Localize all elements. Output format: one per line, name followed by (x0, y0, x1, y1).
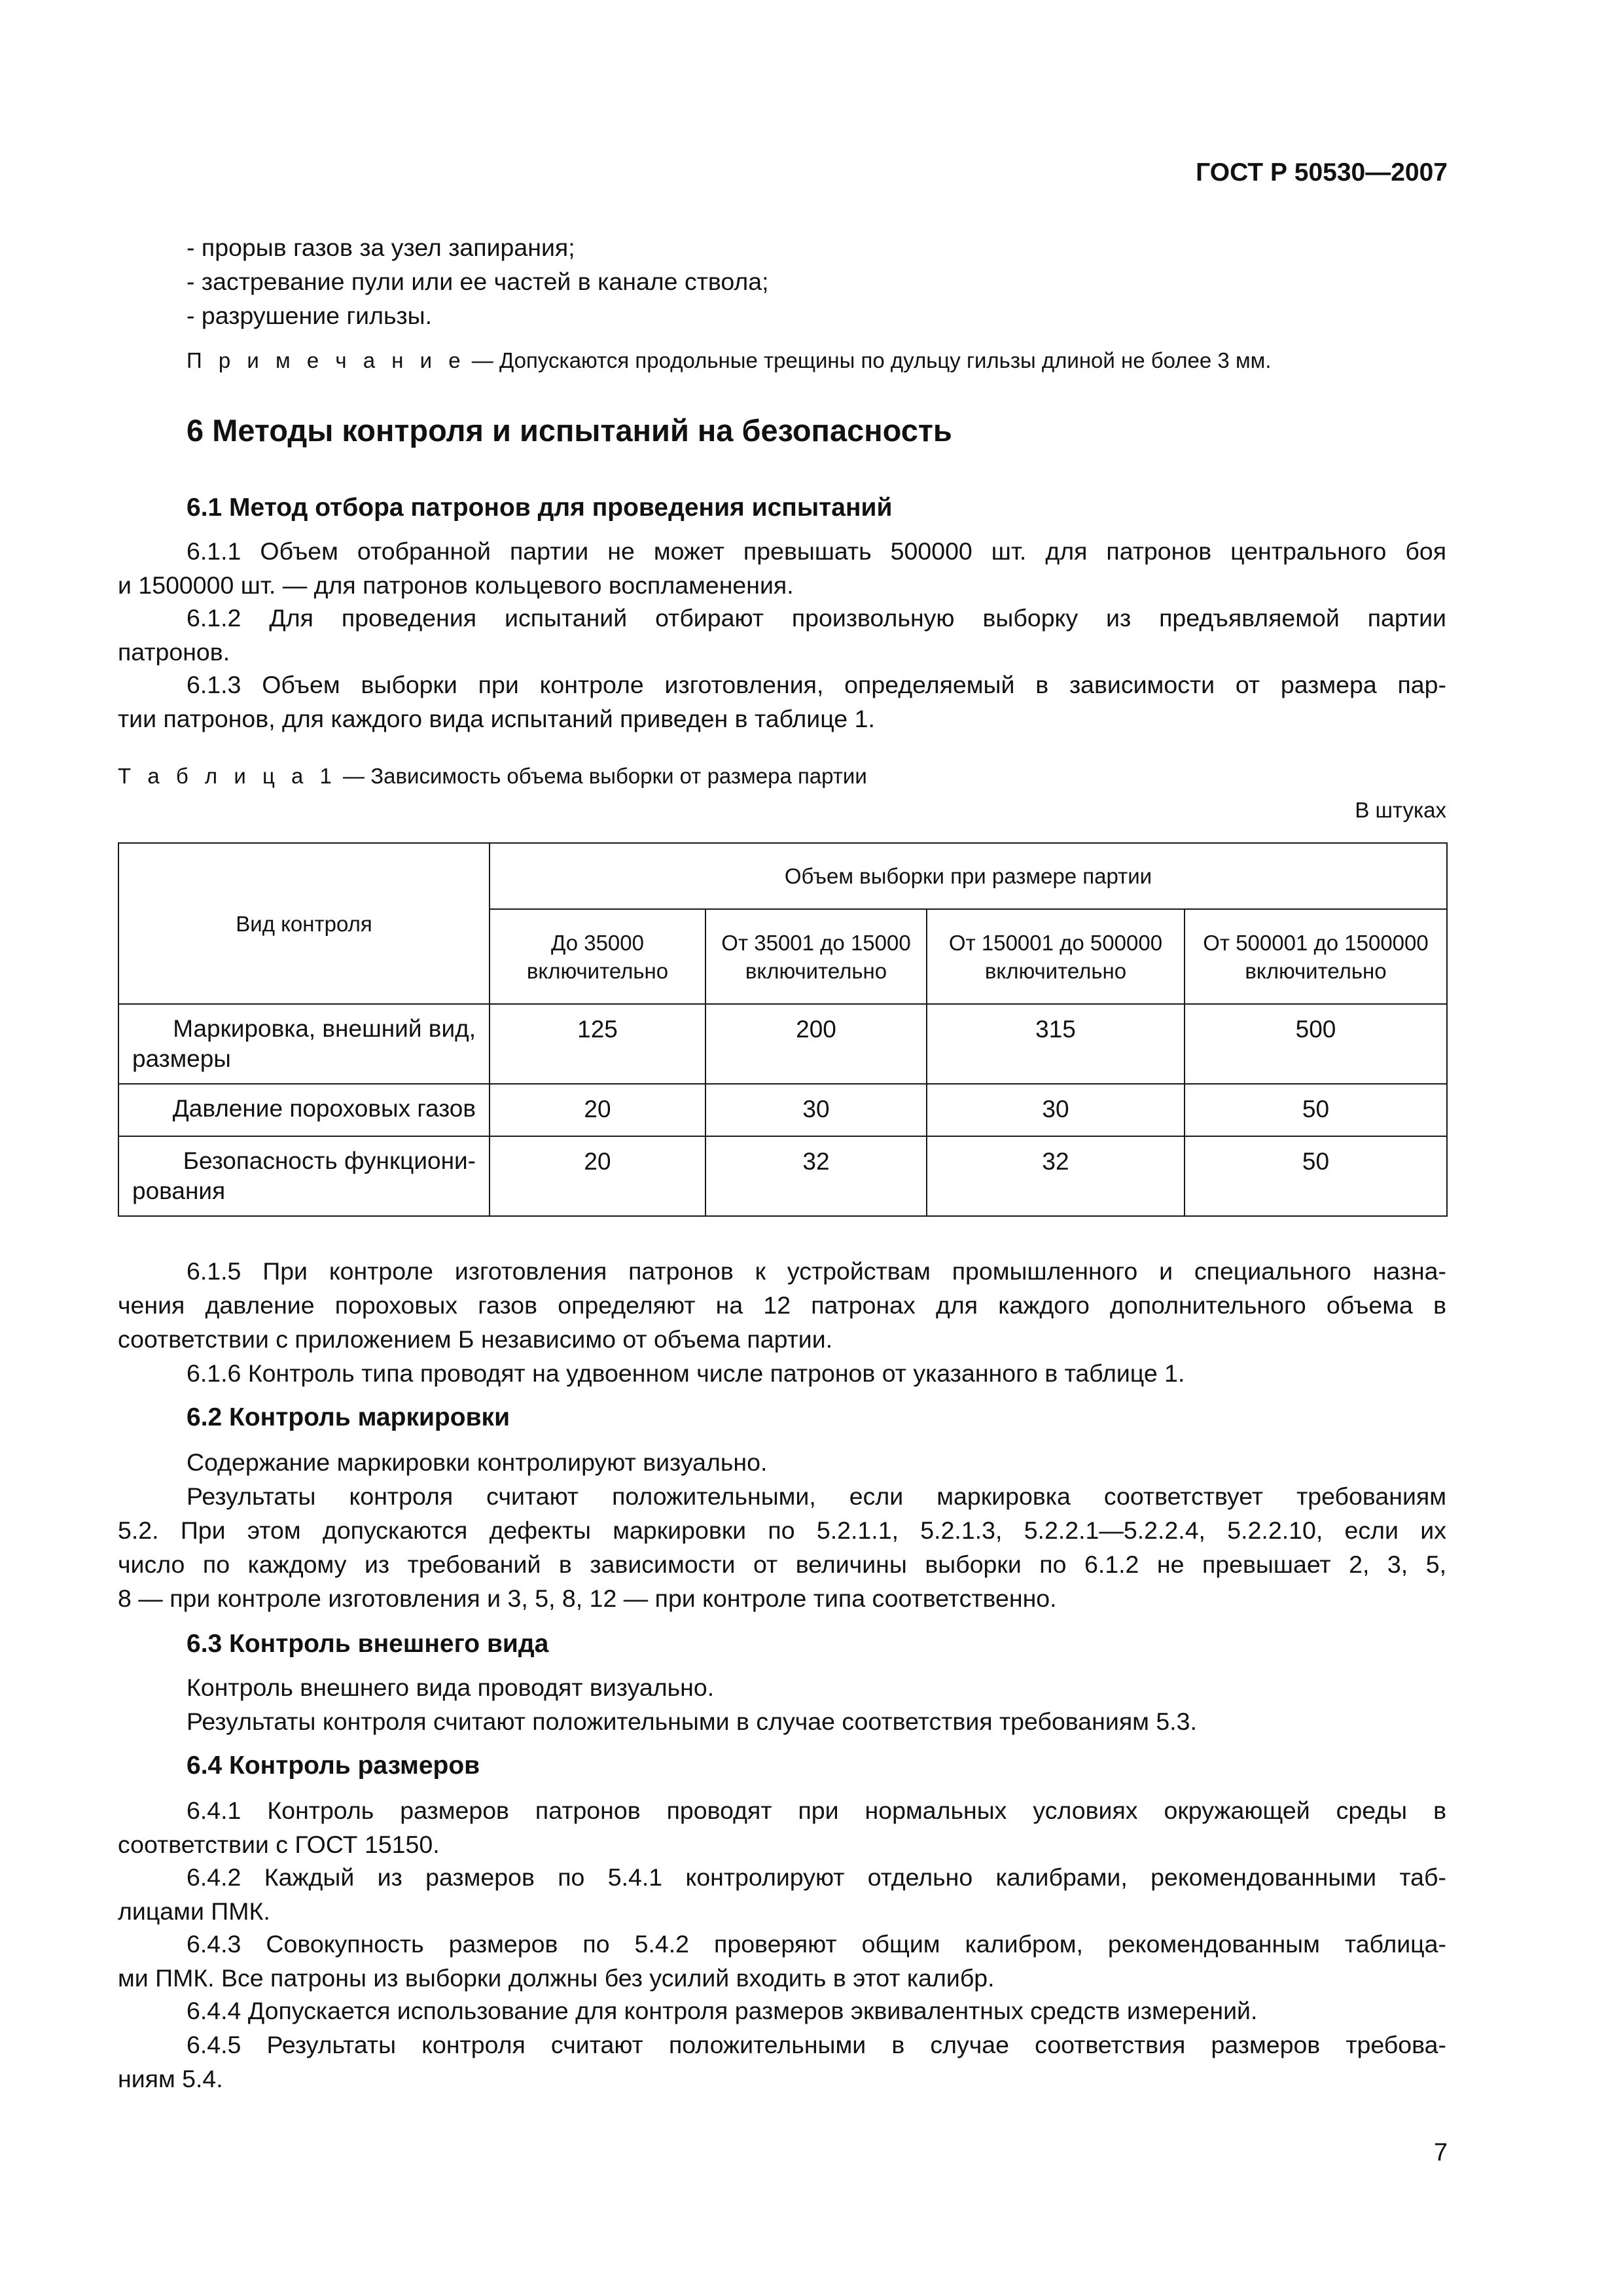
table-cell: 20 (490, 1136, 705, 1216)
table-units: В штуках (1355, 798, 1446, 822)
table-column-header: До 35000 включительно (490, 909, 705, 1004)
page-number: 7 (1433, 2139, 1448, 2166)
table-cell: 125 (490, 1004, 705, 1084)
paragraph-6-4-5-cont: ниям 5.4. (118, 2065, 223, 2092)
note (187, 344, 1446, 378)
section-6-1-title: 6.1 Метод отбора патронов для проведения испытаний (187, 493, 893, 522)
paragraph-6-1-5-cont: соответствии с приложением Б независимо от объема партии. (118, 1325, 833, 1353)
table-cell: 50 (1185, 1136, 1447, 1216)
table-caption-label: Т а б л и ц а 1 (118, 764, 337, 788)
table-header-control-type: Вид контроля (118, 843, 490, 1004)
table-column-header: От 150001 до 500000 включительно (927, 909, 1185, 1004)
document-header: ГОСТ Р 50530—2007 (1196, 158, 1448, 187)
table-cell: 200 (705, 1004, 927, 1084)
table-row-label: Безопасность функциони- рования (118, 1136, 490, 1216)
section-6-title: 6 Методы контроля и испытаний на безопасность (187, 413, 952, 448)
paragraph-6-4-4: 6.4.4 Допускается использование для контроля размеров эквивалентных средств измерений. (187, 1997, 1258, 2024)
table-caption (118, 759, 1446, 793)
paragraph-6-4-5: 6.4.5 Результаты контроля считают положительными в случае соответствия размеров требова- (187, 2031, 1446, 2058)
paragraph-6-4-1-cont: соответствии с ГОСТ 15150. (118, 1831, 440, 1858)
section-6-2-title: 6.2 Контроль маркировки (187, 1403, 510, 1431)
table-cell: 32 (927, 1136, 1185, 1216)
table-group-header: Объем выборки при размере партии (490, 843, 1447, 909)
bullet-item: - разрушение гильзы. (187, 302, 433, 329)
table-row (118, 1004, 1447, 1084)
table-cell: 30 (705, 1084, 927, 1136)
paragraph-6-2-b-cont: 5.2. При этом допускаются дефекты маркировки по 5.2.1.1, 5.2.1.3, 5.2.2.1—5.2.2.4, 5.2.2.10, если их (118, 1516, 1446, 1544)
paragraph-6-2-a: Содержание маркировки контролируют визуально. (187, 1448, 768, 1476)
paragraph-6-4-3: 6.4.3 Совокупность размеров по 5.4.2 проверяют общим калибром, рекомендованным таблица- (187, 1930, 1446, 1958)
paragraph-6-4-2-cont: лицами ПМК. (118, 1897, 270, 1925)
paragraph-6-1-3: 6.1.3 Объем выборки при контроле изготовления, определяемый в зависимости от размера пар- (187, 671, 1446, 698)
table-row (118, 1084, 1447, 1136)
table-cell: 500 (1185, 1004, 1447, 1084)
paragraph-6-1-5-cont: чения давление пороховых газов определяют на 12 патронах для каждого дополнительного объема в (118, 1291, 1446, 1319)
paragraph-6-2-b: Результаты контроля считают положительными, если маркировка соответствует требованиям (187, 1482, 1446, 1510)
note-text: — Допускаются продольные трещины по дульцу гильзы длиной не более 3 мм. (465, 348, 1272, 372)
table-cell: 50 (1185, 1084, 1447, 1136)
paragraph-6-4-1: 6.4.1 Контроль размеров патронов проводят при нормальных условиях окружающей среды в (187, 1797, 1446, 1824)
table-cell: 315 (927, 1004, 1185, 1084)
table-row (118, 1136, 1447, 1216)
table-column-header: От 35001 до 15000 включительно (705, 909, 927, 1004)
table-caption-text: — Зависимость объема выборки от размера партии (336, 764, 867, 788)
paragraph-6-3-b: Результаты контроля считают положительными в случае соответствия требованиям 5.3. (187, 1708, 1197, 1735)
bullet-item: - прорыв газов за узел запирания; (187, 234, 575, 261)
note-label: П р и м е ч а н и е (187, 348, 466, 372)
sample-size-table (118, 842, 1448, 1217)
section-6-4-title: 6.4 Контроль размеров (187, 1751, 480, 1780)
paragraph-6-1-1: 6.1.1 Объем отобранной партии не может превышать 500000 шт. для патронов центрального боя (187, 537, 1446, 565)
paragraph-6-1-3-cont: тии патронов, для каждого вида испытаний приведен в таблице 1. (118, 705, 875, 732)
section-6-3-title: 6.3 Контроль внешнего вида (187, 1630, 549, 1658)
table-row-label: Маркировка, внешний вид, размеры (118, 1004, 490, 1084)
bullet-item: - застревание пули или ее частей в канале ствола; (187, 268, 769, 295)
table-cell: 32 (705, 1136, 927, 1216)
paragraph-6-4-2: 6.4.2 Каждый из размеров по 5.4.1 контролируют отдельно калибрами, рекомендованными таб- (187, 1863, 1446, 1891)
paragraph-6-1-5: 6.1.5 При контроле изготовления патронов к устройствам промышленного и специального назна- (187, 1257, 1446, 1285)
paragraph-6-1-2-cont: патронов. (118, 638, 230, 666)
table-column-header: От 500001 до 1500000 включительно (1185, 909, 1447, 1004)
table-cell: 20 (490, 1084, 705, 1136)
paragraph-6-1-6: 6.1.6 Контроль типа проводят на удвоенном числе патронов от указанного в таблице 1. (187, 1359, 1185, 1387)
table-cell: 30 (927, 1084, 1185, 1136)
paragraph-6-1-2: 6.1.2 Для проведения испытаний отбирают произвольную выборку из предъявляемой партии (187, 604, 1446, 632)
paragraph-6-1-1-cont: и 1500000 шт. — для патронов кольцевого воспламенения. (118, 571, 794, 599)
paragraph-6-2-b-cont: 8 — при контроле изготовления и 3, 5, 8, 12 — при контроле типа соответственно. (118, 1585, 1057, 1612)
paragraph-6-4-3-cont: ми ПМК. Все патроны из выборки должны без усилий входить в этот калибр. (118, 1964, 995, 1992)
table-row-label: Давление пороховых газов (118, 1084, 490, 1136)
paragraph-6-3-a: Контроль внешнего вида проводят визуально. (187, 1674, 715, 1701)
paragraph-6-2-b-cont: число по каждому из требований в зависимости от величины выборки по 6.1.2 не превышает 2, 3, 5, (118, 1551, 1446, 1578)
